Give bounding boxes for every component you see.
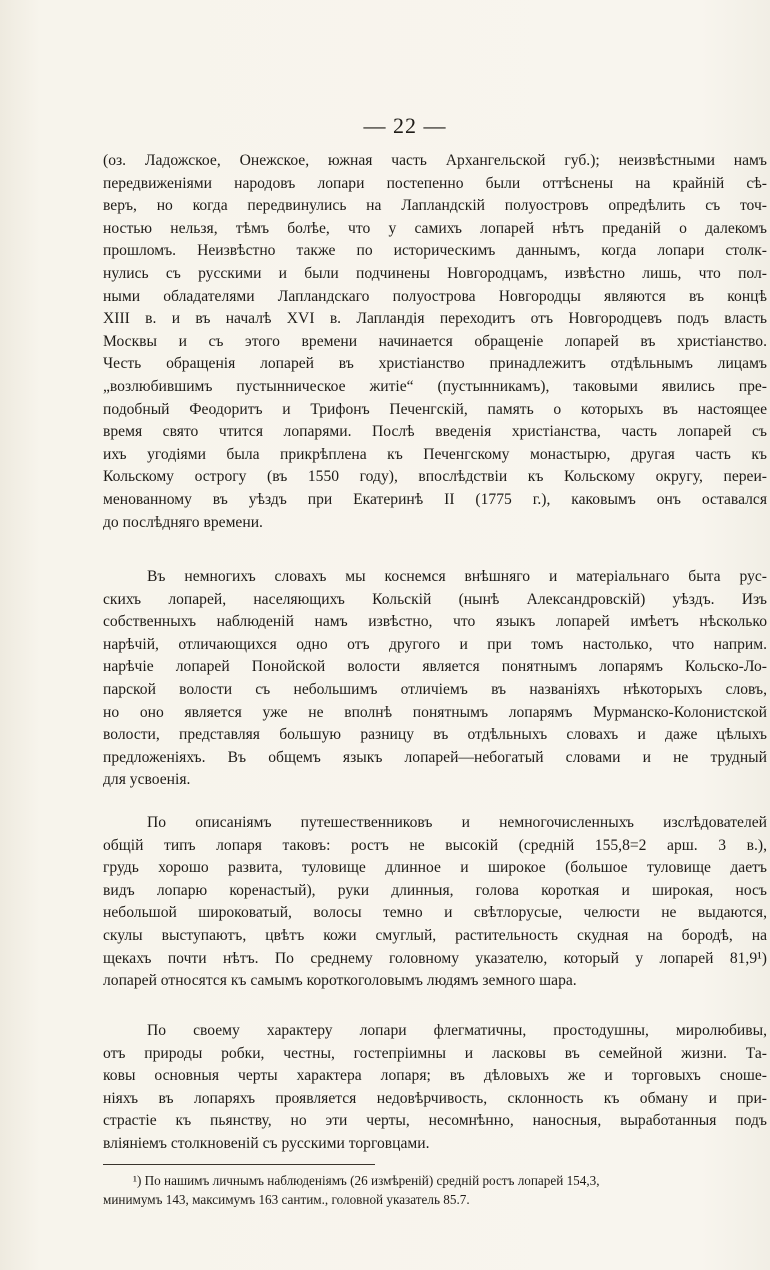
text-line: ніяхъ въ лопаряхъ проявляется недовѣрчивость, склонность къ обману и при-: [103, 1089, 767, 1107]
text-line: скихъ лопарей, населяющихъ Кольскій (нынѣ Александровскій) уѣздъ. Изъ: [103, 590, 767, 608]
text-line: страстіе къ пьянству, но эти черты, несомнѣнно, наносныя, выработанныя подъ: [103, 1112, 767, 1130]
text-line: парской волости съ небольшимъ отличіемъ въ названіяхъ нѣкоторыхъ словъ,: [103, 680, 767, 698]
text-line: ностью нельзя, тѣмъ болѣе, что у самихъ лопарей нѣтъ преданій о далекомъ: [103, 219, 767, 237]
text-line: ихъ угодіями была прикрѣплена къ Печенгскому монастырю, другая часть къ: [103, 445, 767, 463]
text-line: (оз. Ладожское, Онежское, южная часть Архангельской губ.); неизвѣстными намъ: [103, 152, 767, 169]
text-line: Кольскому острогу (въ 1550 году), впослѣдствіи къ Кольскому округу, переи-: [103, 468, 767, 486]
text-line: лопарей относятся къ самымъ короткоголовымъ людямъ земного шара.: [103, 972, 577, 990]
text-line: небольшой широковатый, волосы темно и свѣтлорусые, челюсти не выдаются,: [103, 904, 767, 922]
text-line: XIII в. и въ началѣ XVI в. Лапландія переходитъ отъ Новгородцевъ подъ власть: [103, 310, 767, 328]
text-line: подобный Феодоритъ и Трифонъ Печенгскій, память о которыхъ въ настоящее: [103, 400, 767, 418]
text-line: Въ немногихъ словахъ мы коснемся внѣшняго и матеріальнаго быта рус-: [147, 568, 767, 585]
text-line: По описаніямъ путешественниковъ и немногочисленныхъ изслѣдователей: [147, 814, 767, 831]
text-line: для усвоенія.: [103, 771, 191, 789]
text-line: предложеніяхъ. Въ общемъ языкъ лопарей—небогатый словами и не трудный: [103, 748, 767, 766]
text-line: но оно является уже не вполнѣ понятнымъ лопарямъ Мурманско-Колонистской: [103, 703, 767, 721]
text-line: передвиженіями народовъ лопари постепенно были оттѣснены на крайній сѣ-: [103, 174, 767, 192]
text-line: видъ лопарю коренастый), руки длинныя, голова короткая и широкая, носъ: [103, 881, 767, 899]
text-line: веръ, но когда передвинулись на Лапландскій полуостровъ опредѣлить съ точ-: [103, 197, 767, 215]
text-line: грудь хорошо развита, туловище длинное и широкое (большое туловище даетъ: [103, 859, 767, 877]
paragraph-1: [103, 150, 767, 534]
text-line: вліяніемъ столкновеній съ русскими торговцами.: [103, 1134, 430, 1152]
text-line: до послѣдняго времени.: [103, 513, 263, 531]
text-line: отъ природы робки, честны, гостепріимны и ласковы въ семейной жизни. Та-: [103, 1044, 767, 1062]
text-line: ковы основныя черты характера лопаря; въ дѣловыхъ же и торговыхъ сноше-: [103, 1067, 767, 1085]
footnote-line: минимумъ 143, максимумъ 163 сантим., головной указатель 85.7.: [103, 1191, 470, 1207]
footnote-line: ¹) По нашимъ личнымъ наблюденіямъ (26 измѣреній) средній ростъ лопарей 154,3,: [133, 1173, 600, 1188]
footnote-divider: [103, 1164, 375, 1165]
text-line: щекахъ почти нѣтъ. По среднему головному указателю, который у лопарей 81,9¹): [103, 949, 767, 967]
text-line: По своему характеру лопари флегматичны, простодушны, миролюбивы,: [147, 1022, 767, 1039]
page-number: — 22 —: [363, 113, 447, 138]
text-line: прошломъ. Неизвѣстно также по историческимъ даннымъ, когда лопари столк-: [103, 242, 767, 260]
text-line: нарѣчіе лопарей Понойской волости является понятнымъ лопарямъ Кольско-Ло-: [103, 658, 767, 676]
text-line: скулы выступаютъ, цвѣтъ кожи смуглый, растительность скудная на бородѣ, на: [103, 926, 767, 944]
text-line: „возлюбившимъ пустынническое житіе“ (пустынникамъ), таковыми явились пре-: [103, 377, 767, 395]
text-line: общій типъ лопаря таковъ: ростъ не высокій (средній 155,8=2 арш. 3 в.),: [103, 836, 767, 854]
text-line: Честь обращенія лопарей въ христіанство принадлежитъ отдѣльнымъ лицамъ: [103, 355, 767, 373]
text-line: нарѣчій, отличающихся одно отъ другого и при томъ настолько, что наприм.: [103, 635, 767, 653]
text-line: Москвы и съ этого времени начинается обращеніе лопарей въ христіанство.: [103, 332, 767, 350]
text-line: менованному въ уѣздъ при Екатеринѣ II (1775 г.), каковымъ онъ оставался: [103, 490, 767, 508]
text-line: волости, представляя большую разницу въ отдѣльныхъ словахъ и даже цѣлыхъ: [103, 726, 767, 744]
paragraph-3: [103, 812, 767, 993]
text-line: собственныхъ наблюденій намъ извѣстно, что языкъ лопарей имѣетъ нѣсколько: [103, 613, 767, 631]
text-line: нулись съ русскими и были подчинены Новгородцамъ, извѣстно лишь, что пол-: [103, 264, 767, 282]
paragraph-2: [103, 566, 767, 792]
text-line: ными обладателями Лапландскаго полуострова Новгородцы являются въ концѣ: [103, 287, 767, 305]
footnote: [103, 1172, 767, 1209]
text-line: время свято чтится лопарями. Послѣ введенія христіанства, часть лопарей съ: [103, 423, 767, 441]
paragraph-4: [103, 1020, 767, 1156]
